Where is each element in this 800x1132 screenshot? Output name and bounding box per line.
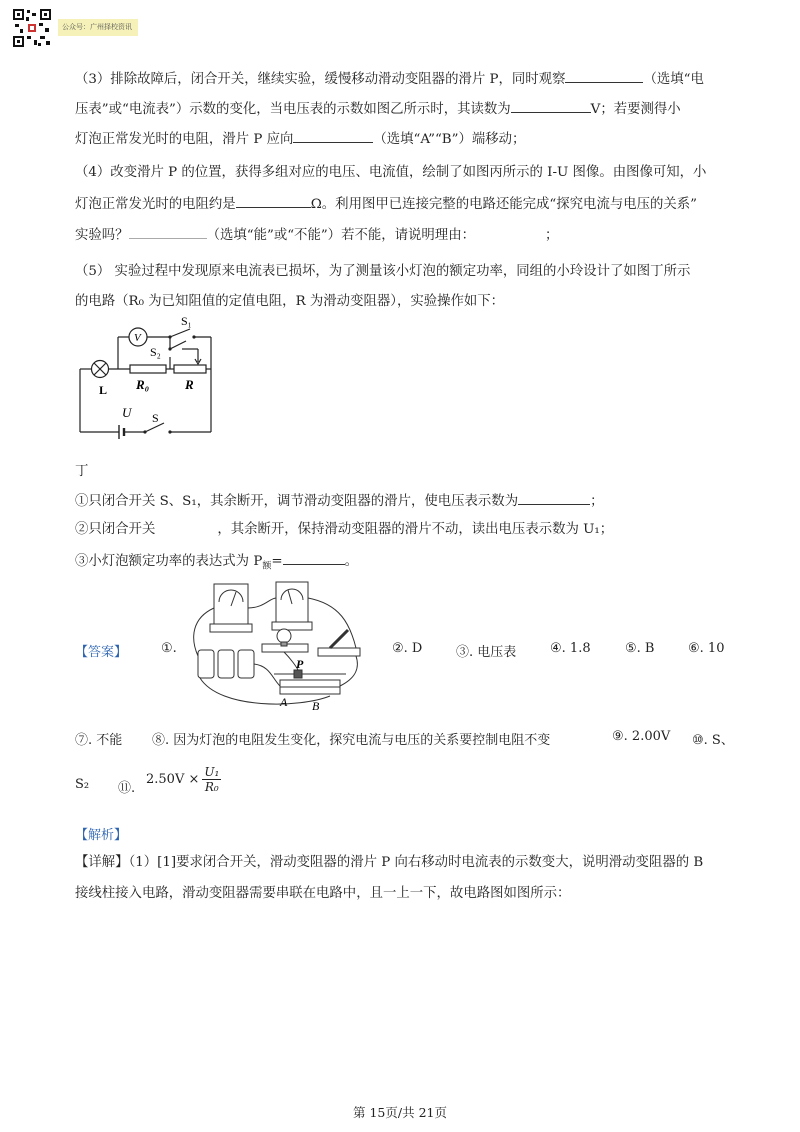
answer-blank[interactable] [129,224,207,239]
switch-icon [318,648,360,656]
q4-line-1: （4）改变滑片 P 的位置，获得多组对应的电压、电流值，绘制了如图丙所示的 I-U 图像。由图像可知，小 [75,165,707,180]
step-2-text-a: ②只闭合开关 [75,522,156,537]
step-1 [75,490,603,512]
answer-2: ②. D [392,641,423,656]
answer-6: ⑥. 10 [688,641,725,656]
q4-text-3a: 实验吗？ [75,228,129,243]
circuit-label-r0: R₀ [136,377,150,392]
analysis-line-2: 接线柱接入电路，滑动变阻器需要串联在电路中，且一上一下，故电路图如图所示： [75,886,571,901]
answer-11-prefix: 2.50V × [146,772,200,787]
answer-3: ③. 电压表 [456,645,517,660]
apparatus-label-p: P [296,657,304,671]
q3-text-2b: V；若要测得小 [590,102,681,117]
step-3-subscript: 额 [262,561,272,572]
apparatus-label-a: A [280,695,288,709]
q3-line-1 [75,68,704,90]
answer-11-fraction [202,765,221,794]
q3-text-2a: 压表”或“电流表”）示数的变化，当电压表的示数如图乙所示时，其读数为 [75,102,511,117]
answer-11: ⑪. [118,781,136,796]
answer-10-continued: S₂ [75,777,90,792]
step-2-text-b: ，其余断开，保持滑动变阻器的滑片不动，读出电压表示数为 U₁； [217,522,614,537]
answer-blank[interactable] [511,98,591,113]
circuit-label-s2: S₂ [150,345,161,359]
battery-cell-icon [198,650,214,678]
fraction-denominator: R₀ [204,780,219,794]
q4-text-3c: ； [544,228,559,243]
step-2 [75,520,613,540]
q3-line-2 [75,98,681,120]
answer-4: ④. 1.8 [550,641,591,656]
answer-label: 【答案】 [75,645,128,660]
resistor-r0 [130,365,166,373]
page-number: 第 15页/共 21页 [353,1105,447,1120]
answer-blank[interactable] [283,550,345,565]
answer-5: ⑤. B [625,641,655,656]
circuit-label-u: U [122,405,132,420]
header-banner: 公众号：广州择校资讯 [58,19,138,36]
qr-code-icon [12,8,52,48]
analysis-label: 【解析】 [75,828,128,843]
step-1-end: ； [590,494,604,509]
apparatus-figure [180,578,370,714]
apparatus-label-b: B [312,699,320,713]
q4-line-3 [75,224,558,246]
circuit-label-s: S [152,411,159,425]
q3-line-3 [75,128,525,150]
answer-11-expression [146,765,221,794]
fraction-numerator: U₁ [204,765,220,779]
circuit-diagram [72,312,222,440]
voltmeter-icon [276,582,308,622]
answer-blank[interactable] [236,193,311,208]
answer-blank[interactable] [565,68,643,83]
step-1-text: ①只闭合开关 S、S₁，其余断开，调节滑动变阻器的滑片，使电压表示数为 [75,494,519,509]
step-3-equals: = [271,554,283,569]
q4-text-2b: Ω。利用图甲已连接完整的电路还能完成“探究电流与电压的关系” [310,197,698,212]
bulb-icon [277,629,291,643]
rheostat-r [174,365,206,373]
circuit-label-r: R [185,377,194,392]
answer-10: ⑩. S、 [692,733,734,748]
circuit-label-s1: S₁ [181,314,192,328]
answer-9: ⑨. 2.00V [612,729,671,744]
answer-blank[interactable] [518,490,590,505]
q3-text-1a: （3）排除故障后，闭合开关，继续实验，缓慢移动滑动变阻器的滑片 P，同时观察 [75,72,566,87]
answer-1: ①. [161,641,177,656]
answer-8: ⑧. 因为灯泡的电阻发生变化，探究电流与电压的关系要控制电阻不变 [152,733,551,748]
answer-7: ⑦. 不能 [75,733,123,748]
step-3-end: 。 [344,554,358,569]
q5-line-2: 的电路（R₀ 为已知阻值的定值电阻，R 为滑动变阻器），实验操作如下： [75,294,505,309]
answer-blank[interactable] [293,128,373,143]
q5-line-1: （5） 实验过程中发现原来电流表已损坏，为了测量该小灯泡的额定功率，同组的小玲设计了如图丁所示 [75,264,691,279]
figure-caption: 丁 [75,464,89,479]
q4-text-3b: （选填“能”或“不能”）若不能，请说明理由： [206,228,475,243]
circuit-label-l: L [99,383,108,397]
q3-text-1b: （选填“电 [643,72,704,87]
q4-text-2a: 灯泡正常发光时的电阻约是 [75,197,236,212]
q4-line-2 [75,193,697,215]
q3-text-3b: （选填“A”“B”）端移动； [373,132,526,147]
circuit-label-v: V [134,332,141,344]
analysis-line-1: 【详解】（1）[1]要求闭合开关，滑动变阻器的滑片 P 向右移动时电流表的示数变大，说明滑动变阻器的 B [75,855,704,870]
step-3-text-a: ③小灯泡额定功率的表达式为 P [75,554,263,569]
q3-text-3a: 灯泡正常发光时的电阻，滑片 P 应向 [75,132,294,147]
step-3 [75,550,358,577]
